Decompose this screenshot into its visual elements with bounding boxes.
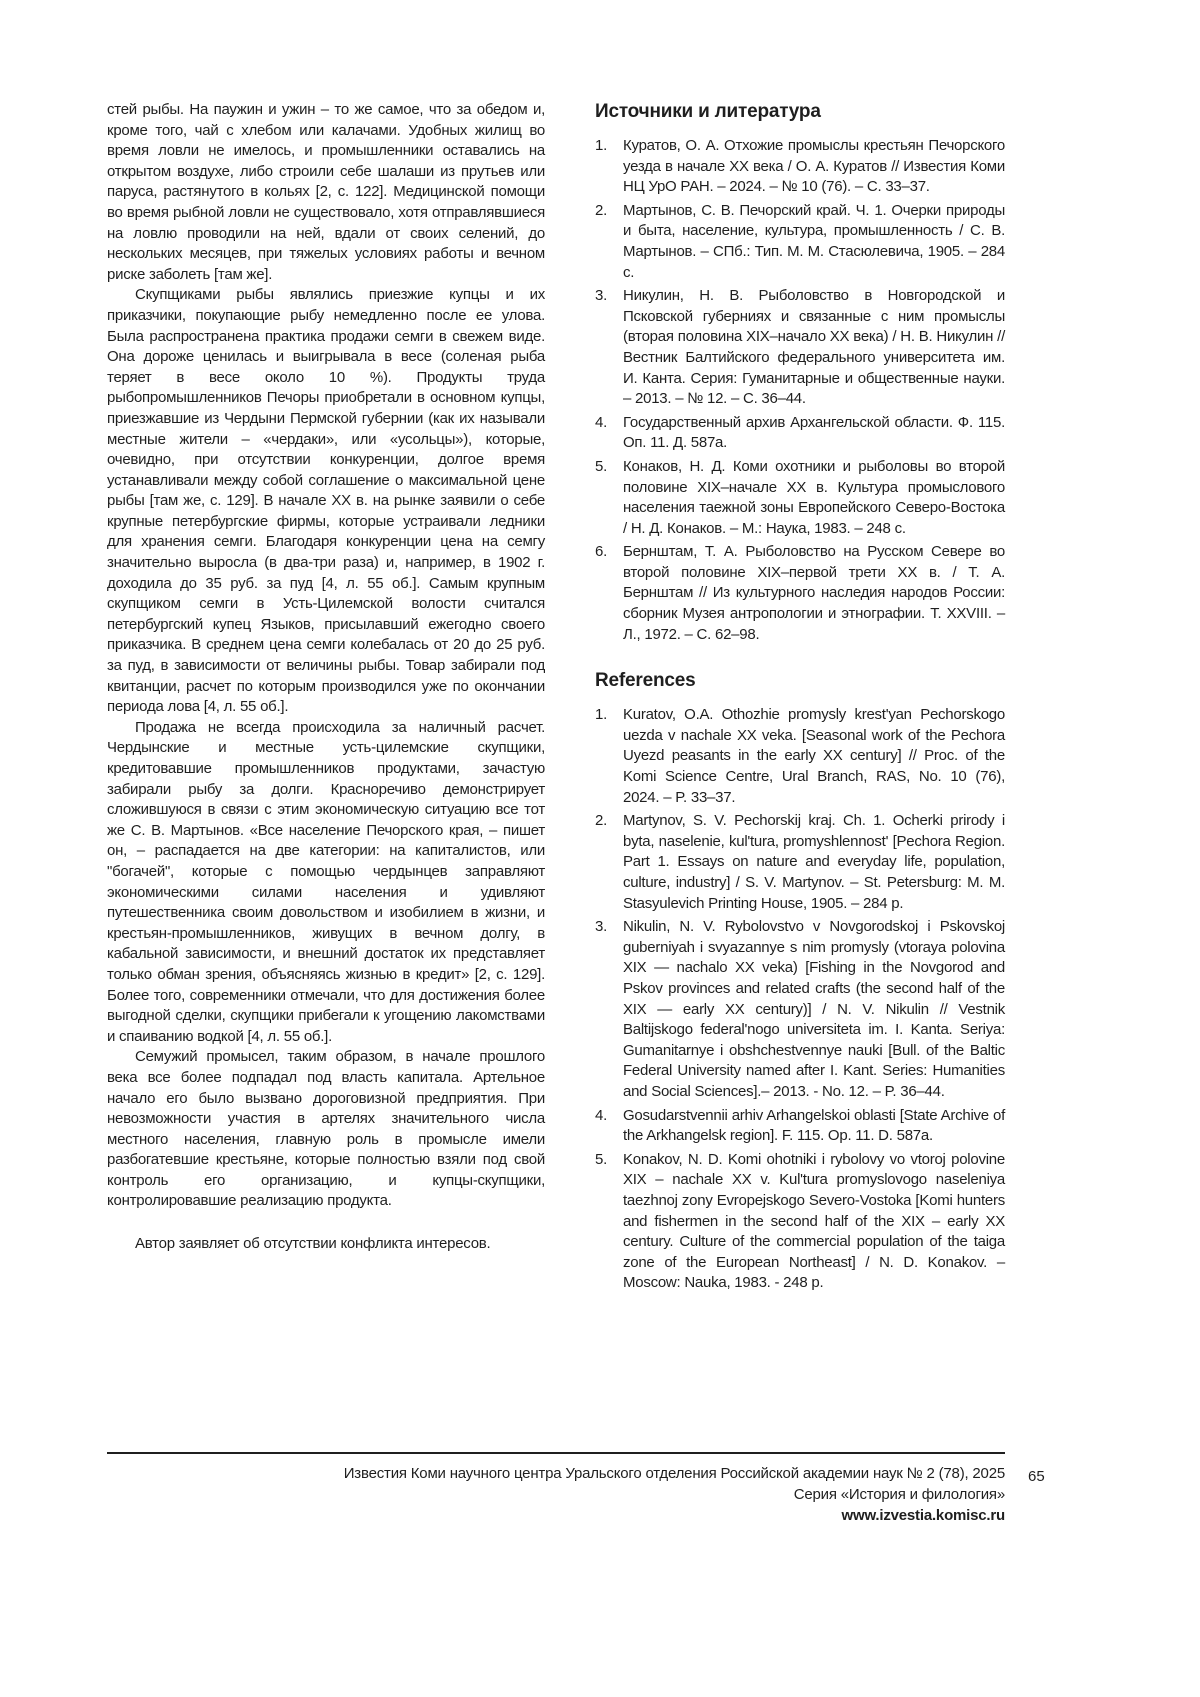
sources-heading: Источники и литература bbox=[595, 101, 821, 122]
source-item bbox=[595, 542, 1005, 645]
page-number: 65 bbox=[1028, 1468, 1045, 1485]
source-number: 2. bbox=[595, 201, 608, 219]
series-title: Серия «История и филология» bbox=[793, 1486, 1005, 1503]
reference-number: 5. bbox=[595, 1150, 608, 1168]
left-column bbox=[107, 100, 545, 1297]
body-paragraph: Продажа не всегда происходила за наличный расчет. Чердынские и местные усть-цилемские скупщики, кредитовавшие промышленников продуктами, зачастую забирали рыбу за долги. Красноречиво демонстрирует сложившуюся в связи с этим экономическую ситуацию все тот же С. В. Мартынов. «Все население Печорского края, – пишет он, – распадается на две категории: на капиталистов, или "богачей", которые с помощью чердынцев заправляют экономическими силами населения и удивляют путешественника своим довольством и изобилием в жизни, и крестьян-промышленников, живущих в вечном долгу, в кабальной зависимости, и внешний достаток их представляет только обман зрения, объясняясь жизнью в кредит» [2, с. 129]. Более того, современники отмечали, что для достижения более выгодной сделки, скупщики прибегали к угощению лакомствами и спаиванию водкой [4, л. 55 об.]. bbox=[107, 718, 545, 1045]
reference-item bbox=[595, 917, 1005, 1102]
source-number: 4. bbox=[595, 413, 608, 431]
footer bbox=[107, 1463, 1005, 1526]
two-column-content bbox=[107, 100, 1005, 1297]
source-item bbox=[595, 136, 1005, 198]
body-paragraph: стей рыбы. На паужин и ужин – то же самое, что за обедом и, кроме того, чай с хлебом или калачами. Удобных жилищ во время ловли не имелось, и промышленники оставались на открытом воздухе, либо строили себе шалаши из прутьев или паруса, растянутого в кольях [2, с. 122]. Медицинской помощи во время рыбной ловли не существовало, хотя отправлявшиеся на ловлю проводили на ней, вдали от своих селений, до нескольких месяцев, при тяжелых условиях работы и вечном риске заболеть [там же]. bbox=[107, 101, 545, 283]
reference-item bbox=[595, 811, 1005, 914]
source-number: 1. bbox=[595, 137, 608, 154]
journal-website: www.izvestia.komisc.ru bbox=[841, 1507, 1005, 1524]
source-number: 3. bbox=[595, 287, 608, 305]
reference-text: Martynov, S. V. Pechorskij kraj. Ch. 1. Ocherki prirody i byta, naselenie, kul'tura, promyshlennost' [Pechora Region. Part 1. Essays on nature and everyday life, population, culture, industry] / S. V. Martynov. – St. Petersburg: M. M. Stasyulevich Printing House, 1905. – 284 p. bbox=[623, 812, 1005, 912]
source-text: Бернштам, Т. А. Рыболовство на Русском Севере во второй половине XIX–первой трети XX в. / Т. А. Бернштам // Из культурного наследия народов России: сборник Музея антропологии и этнографии. Т. XXVIII. – Л., 1972. – С. 62–98. bbox=[623, 543, 1005, 643]
source-number: 5. bbox=[595, 457, 608, 475]
reference-text: Nikulin, N. V. Rybolovstvo v Novgorodskoj i Pskovskoj guberniyah i svyazannye s nim promysly (vtoraya polovina XIX — nachalo XX veka) [Fishing in the Novgorod and Pskov provinces and related crafts (the second half of the XIX — early XX century)] / N. V. Nikulin // Vestnik Baltijskogo federal'nogo universiteta im. I. Kanta. Seriya: Gumanitarnye i obshchestvennye nauki [Bull. of the Baltic Federal University named after I. Kant. Series: Humanities and Social Sciences].– 2013. - No. 12. – P. 36–44. bbox=[623, 918, 1005, 1100]
reference-text: Gosudarstvennii arhiv Arhangelskoi oblasti [State Archive of the Arkhangelsk region]. F. 115. Op. 11. D. 587a. bbox=[623, 1106, 1005, 1145]
reference-text: Konakov, N. D. Komi ohotniki i rybolovy vo vtoroj polovine XIX – nachale XX v. Kul'tura promyslovogo naseleniya taezhnoj zony Evropejskogo Severo-Vostoka [Komi hunters and fishermen in the second half of the XIX – early XX century. Culture of the commercial population of the taiga zone of the European Northeast] / N. D. Konakov. – Moscow: Nauka, 1983. - 248 p. bbox=[623, 1150, 1005, 1292]
source-text: Мартынов, С. В. Печорский край. Ч. 1. Очерки природы и быта, население, культура, промышленность / С. В. Мартынов. – СПб.: Тип. М. М. Стасюлевича, 1905. – 284 с. bbox=[623, 201, 1005, 281]
source-number: 6. bbox=[595, 543, 608, 561]
journal-title: Известия Коми научного центра Уральского отделения Российской академии наук № 2 (78), 2025 bbox=[343, 1465, 1005, 1482]
reference-number: 2. bbox=[595, 812, 608, 830]
footer-rule bbox=[107, 1452, 1005, 1454]
reference-item bbox=[595, 1150, 1005, 1294]
body-paragraph: Семужий промысел, таким образом, в начале прошлого века все более подпадал под власть капитала. Артельное начало его было вызвано дороговизной предприятия. При невозможности участия в артелях значительного числа местного населения, главную роль в промысле имели разбогатевшие крестьяне, которые полностью взяли под свой контроль его организацию, и купцы-скупщики, контролировавшие реализацию продукта. bbox=[107, 1048, 545, 1210]
source-text: Никулин, Н. В. Рыболовство в Новгородской и Псковской губерниях и связанные с ним промыслы (вторая половина XIX–начало XX века) / Н. В. Никулин // Вестник Балтийского федерального университета им. И. Канта. Серия: Гуманитарные и общественные науки. – 2013. – № 12. – С. 36–44. bbox=[623, 287, 1005, 408]
source-item bbox=[595, 286, 1005, 410]
source-text: Куратов, О. А. Отхожие промыслы крестьян Печорского уезда в начале XX века / О. А. Куратов // Известия Коми НЦ УрО РАН. – 2024. – № 10 (76). – С. 33–37. bbox=[623, 137, 1005, 196]
reference-number: 1. bbox=[595, 706, 608, 724]
source-item bbox=[595, 413, 1005, 454]
source-text: Конаков, Н. Д. Коми охотники и рыболовы во второй половине XIX–начале XX в. Культура промыслового населения таежной зоны Европейского Северо-Востока / Н. Д. Конаков. – М.: Наука, 1983. – 248 с. bbox=[623, 457, 1005, 537]
source-text: Государственный архив Архангельской области. Ф. 115. Оп. 11. Д. 587а. bbox=[623, 413, 1005, 452]
source-item bbox=[595, 457, 1005, 539]
reference-number: 3. bbox=[595, 918, 608, 936]
reference-item bbox=[595, 1106, 1005, 1147]
conflict-of-interest-statement: Автор заявляет об отсутствии конфликта интересов. bbox=[135, 1235, 491, 1253]
reference-item bbox=[595, 705, 1005, 808]
reference-text: Kuratov, O.A. Othozhie promysly krest'yan Pechorskogo uezda v nachale XX veka. [Seasonal work of the Pechora Uyezd peasants in the early XX century] // Proc. of the Komi Science Centre, Ural Branch, RAS, No. 10 (76), 2024. – P. 33–37. bbox=[623, 706, 1005, 806]
reference-number: 4. bbox=[595, 1106, 608, 1124]
right-column bbox=[595, 100, 1005, 1297]
references-heading: References bbox=[595, 670, 696, 692]
source-item bbox=[595, 201, 1005, 283]
body-paragraph: Скупщиками рыбы являлись приезжие купцы и их приказчики, покупающие рыбу немедленно после ее улова. Была распространена практика продажи семги в свежем виде. Она дороже ценилась и выигрывала в весе (соленая рыба теряет в весе около 10 %). Продукты труда рыбопромышленников Печоры приобретали в основном купцы, приезжавшие из Чердыни Пермской губернии (как их называли местные жители – «чердаки», или «усольцы»), которые, очевидно, при отсутствии конкуренции, долгое время устанавливали между собой соглашение о максимальной цене рыбы [там же, с. 129]. В начале XX в. на рынке заявили о себе крупные петербургские фирмы, которые устраивали ледники для хранения семги. Благодаря конкуренции цена на семгу значительно выросла (в два-три раза) и, например, в 1902 г. доходила до 35 руб. за пуд [4, л. 55 об.]. Самым крупным скупщиком семги в Усть-Цилемской волости считался петербургский купец Языков, присылавший ежегодно своего приказчика. В среднем цена семги колебалась от 20 до 25 руб. за пуд, в зависимости от величины рыбы. Товар забирали под квитанции, расчет по которым производился уже по окончании периода лова [4, л. 55 об.]. bbox=[107, 286, 545, 716]
